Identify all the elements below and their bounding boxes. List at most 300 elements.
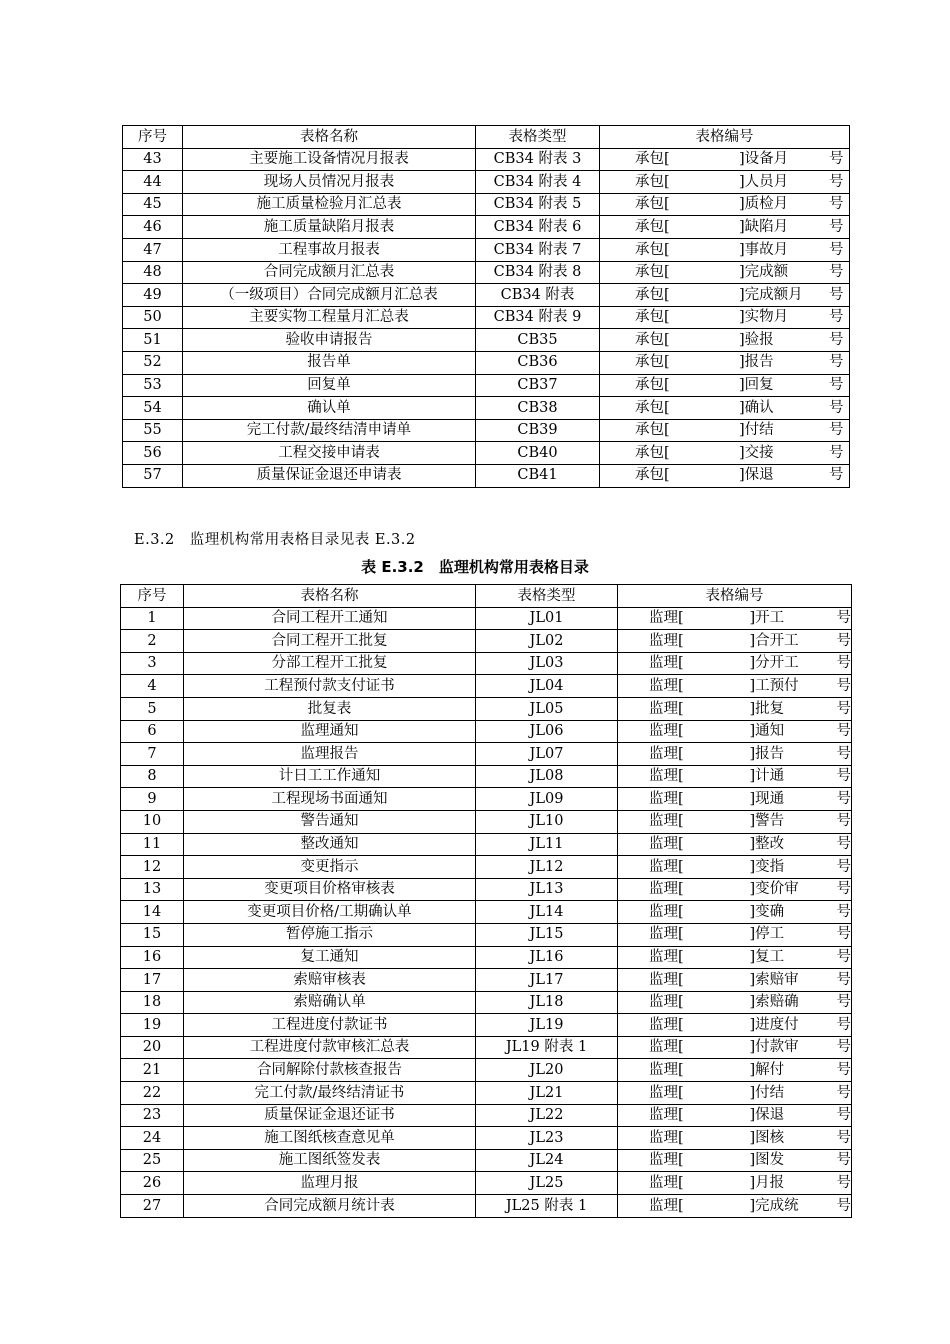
- row-form-name: 监理报告: [184, 743, 476, 766]
- code-suffix: 号: [836, 1197, 851, 1214]
- header-form-name: 表格名称: [184, 585, 476, 608]
- row-form-name: 施工质量检验月汇总表: [183, 193, 476, 216]
- table-row: [123, 442, 850, 465]
- code-prefix: 监理[: [649, 790, 684, 807]
- row-number: 46: [123, 216, 183, 239]
- form-code: [618, 856, 851, 878]
- row-form-name: 监理通知: [184, 720, 476, 743]
- form-list-table-supervisor: [120, 584, 852, 1218]
- code-prefix: 承包[: [635, 264, 670, 281]
- code-middle: ]复工: [749, 949, 785, 966]
- row-form-code: [618, 991, 852, 1014]
- code-suffix: 号: [836, 790, 851, 807]
- row-number: 5: [121, 697, 184, 720]
- table-row: [121, 1059, 852, 1082]
- row-number: 49: [123, 284, 183, 307]
- form-code: [600, 352, 849, 374]
- code-prefix: 监理[: [649, 1129, 684, 1146]
- table-row: [121, 1014, 852, 1037]
- code-middle: ]批复: [749, 700, 785, 717]
- row-form-code: [618, 675, 852, 698]
- row-form-code: [600, 306, 850, 329]
- form-code: [618, 811, 851, 833]
- row-form-type: JL19 附表 1: [476, 1036, 618, 1059]
- header-number: 序号: [121, 585, 184, 608]
- table-row: [121, 1082, 852, 1105]
- table-row: [121, 969, 852, 992]
- row-form-code: [618, 652, 852, 675]
- row-form-code: [600, 216, 850, 239]
- code-middle: ]保退: [739, 467, 774, 484]
- row-number: 20: [121, 1036, 184, 1059]
- code-middle: ]回复: [739, 377, 774, 394]
- row-form-code: [600, 171, 850, 194]
- code-suffix: 号: [836, 1039, 851, 1056]
- row-form-name: 质量保证金退还证书: [184, 1104, 476, 1127]
- code-suffix: 号: [836, 655, 851, 672]
- row-form-type: JL24: [476, 1149, 618, 1172]
- table-row: [123, 216, 850, 239]
- row-number: 12: [121, 856, 184, 879]
- row-number: 56: [123, 442, 183, 465]
- row-form-name: 确认单: [183, 397, 476, 420]
- code-prefix: 承包[: [635, 467, 670, 484]
- code-middle: ]分开工: [749, 655, 799, 672]
- form-code: [618, 834, 851, 856]
- code-middle: ]完成额: [739, 264, 789, 281]
- row-number: 26: [121, 1172, 184, 1195]
- form-code: [600, 375, 849, 397]
- code-prefix: 承包[: [635, 422, 670, 439]
- row-form-name: 工程事故月报表: [183, 238, 476, 261]
- code-suffix: 号: [829, 151, 844, 168]
- row-form-type: JL11: [476, 833, 618, 856]
- row-form-code: [600, 397, 850, 420]
- code-prefix: 承包[: [635, 196, 670, 213]
- table-row: [121, 991, 852, 1014]
- row-form-code: [618, 810, 852, 833]
- table-header-row: [121, 585, 852, 608]
- code-prefix: 承包[: [635, 309, 670, 326]
- code-suffix: 号: [836, 1107, 851, 1124]
- code-suffix: 号: [829, 444, 844, 461]
- row-form-name: 变更项目价格审核表: [184, 878, 476, 901]
- code-middle: ]缺陷月: [739, 218, 789, 235]
- row-number: 23: [121, 1104, 184, 1127]
- row-form-name: 工程进度付款审核汇总表: [184, 1036, 476, 1059]
- code-suffix: 号: [836, 1062, 851, 1079]
- code-middle: ]报告: [749, 745, 785, 762]
- code-suffix: 号: [829, 218, 844, 235]
- code-suffix: 号: [836, 700, 851, 717]
- code-middle: ]计通: [749, 768, 785, 785]
- form-code: [618, 1105, 851, 1127]
- form-code: [600, 216, 849, 238]
- form-list-table-contractor: [122, 125, 850, 488]
- table-row: [121, 675, 852, 698]
- code-suffix: 号: [836, 610, 851, 627]
- row-number: 16: [121, 946, 184, 969]
- form-code: [618, 1172, 851, 1194]
- code-middle: ]索赔确: [749, 994, 799, 1011]
- code-suffix: 号: [836, 903, 851, 920]
- table-row: [121, 743, 852, 766]
- row-form-name: 完工付款/最终结清申请单: [183, 419, 476, 442]
- row-form-name: 施工质量缺陷月报表: [183, 216, 476, 239]
- row-number: 44: [123, 171, 183, 194]
- code-prefix: 监理[: [649, 858, 684, 875]
- row-form-type: JL02: [476, 630, 618, 653]
- row-number: 3: [121, 652, 184, 675]
- code-middle: ]付结: [739, 422, 774, 439]
- row-number: 57: [123, 464, 183, 487]
- row-form-code: [618, 1082, 852, 1105]
- code-suffix: 号: [836, 1016, 851, 1033]
- code-middle: ]人员月: [739, 173, 789, 190]
- row-form-name: 回复单: [183, 374, 476, 397]
- code-prefix: 监理[: [649, 768, 684, 785]
- code-middle: ]报告: [739, 354, 774, 371]
- row-form-type: JL19: [476, 1014, 618, 1037]
- row-form-type: CB40: [476, 442, 600, 465]
- form-code: [618, 653, 851, 675]
- row-form-code: [600, 351, 850, 374]
- row-form-type: CB38: [476, 397, 600, 420]
- form-code: [618, 698, 851, 720]
- form-code: [618, 992, 851, 1014]
- code-prefix: 承包[: [635, 173, 670, 190]
- row-number: 25: [121, 1149, 184, 1172]
- table-row: [121, 788, 852, 811]
- row-form-name: 工程进度付款证书: [184, 1014, 476, 1037]
- code-prefix: 监理[: [649, 1152, 684, 1169]
- row-form-code: [618, 720, 852, 743]
- row-form-type: CB34 附表 5: [476, 193, 600, 216]
- code-prefix: 监理[: [649, 1197, 684, 1214]
- row-form-type: JL10: [476, 810, 618, 833]
- header-number: 序号: [123, 126, 183, 149]
- row-form-type: JL16: [476, 946, 618, 969]
- table-row: [123, 374, 850, 397]
- form-code: [600, 420, 849, 442]
- row-form-name: 工程交接申请表: [183, 442, 476, 465]
- code-prefix: 监理[: [649, 1016, 684, 1033]
- row-form-name: 施工图纸核查意见单: [184, 1127, 476, 1150]
- code-suffix: 号: [836, 813, 851, 830]
- code-middle: ]工预付: [749, 677, 799, 694]
- row-form-type: JL01: [476, 607, 618, 630]
- table-row: [123, 148, 850, 171]
- row-form-type: CB34 附表 4: [476, 171, 600, 194]
- form-code: [618, 630, 851, 652]
- form-code: [600, 307, 849, 329]
- row-form-name: （一级项目）合同完成额月汇总表: [183, 284, 476, 307]
- row-form-code: [618, 1195, 852, 1218]
- row-number: 22: [121, 1082, 184, 1105]
- code-suffix: 号: [829, 196, 844, 213]
- row-form-name: 合同完成额月汇总表: [183, 261, 476, 284]
- table-row: [121, 1104, 852, 1127]
- code-middle: ]通知: [749, 723, 785, 740]
- code-suffix: 号: [829, 309, 844, 326]
- form-code: [618, 675, 851, 697]
- form-code: [618, 743, 851, 765]
- row-form-type: JL17: [476, 969, 618, 992]
- row-number: 8: [121, 765, 184, 788]
- row-form-code: [618, 743, 852, 766]
- row-form-type: JL23: [476, 1127, 618, 1150]
- row-form-code: [618, 1014, 852, 1037]
- code-prefix: 监理[: [649, 655, 684, 672]
- code-middle: ]月报: [749, 1174, 785, 1191]
- row-number: 19: [121, 1014, 184, 1037]
- row-form-name: 质量保证金退还申请表: [183, 464, 476, 487]
- code-middle: ]付结: [749, 1084, 785, 1101]
- form-code: [618, 901, 851, 923]
- table-row: [121, 607, 852, 630]
- table-row: [123, 419, 850, 442]
- row-number: 45: [123, 193, 183, 216]
- code-middle: ]付款审: [749, 1039, 799, 1056]
- code-prefix: 监理[: [649, 723, 684, 740]
- row-form-code: [618, 1127, 852, 1150]
- code-suffix: 号: [829, 399, 844, 416]
- row-form-code: [600, 329, 850, 352]
- code-suffix: 号: [836, 949, 851, 966]
- code-prefix: 承包[: [635, 444, 670, 461]
- row-form-type: JL12: [476, 856, 618, 879]
- row-number: 27: [121, 1195, 184, 1218]
- section-caption: E.3.2 监理机构常用表格目录见表 E.3.2: [134, 532, 416, 548]
- code-prefix: 承包[: [635, 399, 670, 416]
- form-code: [600, 284, 849, 306]
- row-form-name: 变更项目价格/工期确认单: [184, 901, 476, 924]
- code-middle: ]事故月: [739, 241, 789, 258]
- form-code: [600, 194, 849, 216]
- code-middle: ]现通: [749, 790, 785, 807]
- code-suffix: 号: [829, 377, 844, 394]
- table-row: [123, 306, 850, 329]
- table-row: [121, 1172, 852, 1195]
- code-middle: ]质检月: [739, 196, 789, 213]
- row-number: 24: [121, 1127, 184, 1150]
- code-prefix: 监理[: [649, 1174, 684, 1191]
- row-form-name: 暂停施工指示: [184, 923, 476, 946]
- code-prefix: 监理[: [649, 813, 684, 830]
- table-row: [123, 261, 850, 284]
- form-code: [618, 947, 851, 969]
- row-number: 14: [121, 901, 184, 924]
- code-suffix: 号: [836, 836, 851, 853]
- row-form-code: [618, 833, 852, 856]
- code-prefix: 监理[: [649, 994, 684, 1011]
- row-number: 55: [123, 419, 183, 442]
- code-middle: ]完成统: [749, 1197, 799, 1214]
- row-number: 21: [121, 1059, 184, 1082]
- row-form-code: [600, 238, 850, 261]
- row-form-code: [618, 1149, 852, 1172]
- code-middle: ]警告: [749, 813, 785, 830]
- code-suffix: 号: [836, 768, 851, 785]
- table-row: [121, 856, 852, 879]
- row-form-name: 工程现场书面通知: [184, 788, 476, 811]
- row-form-type: JL21: [476, 1082, 618, 1105]
- code-prefix: 监理[: [649, 677, 684, 694]
- code-suffix: 号: [836, 1129, 851, 1146]
- code-suffix: 号: [836, 971, 851, 988]
- code-middle: ]变价审: [749, 881, 799, 898]
- table-row: [123, 171, 850, 194]
- row-form-code: [600, 419, 850, 442]
- row-form-type: JL25 附表 1: [476, 1195, 618, 1218]
- form-code: [618, 766, 851, 788]
- row-form-type: JL08: [476, 765, 618, 788]
- code-suffix: 号: [836, 994, 851, 1011]
- row-form-code: [600, 374, 850, 397]
- code-suffix: 号: [829, 331, 844, 348]
- row-form-name: 报告单: [183, 351, 476, 374]
- code-suffix: 号: [836, 858, 851, 875]
- table-row: [123, 351, 850, 374]
- table-row: [121, 923, 852, 946]
- form-code: [600, 465, 849, 487]
- table-row: [121, 1127, 852, 1150]
- table-row: [121, 1195, 852, 1218]
- row-form-code: [618, 1036, 852, 1059]
- row-form-name: 合同工程开工通知: [184, 607, 476, 630]
- row-number: 7: [121, 743, 184, 766]
- code-middle: ]索赔审: [749, 971, 799, 988]
- code-prefix: 承包[: [635, 241, 670, 258]
- row-form-name: 批复表: [184, 697, 476, 720]
- row-number: 6: [121, 720, 184, 743]
- code-middle: ]交接: [739, 444, 774, 461]
- row-form-type: CB34 附表 9: [476, 306, 600, 329]
- row-form-name: 合同完成额月统计表: [184, 1195, 476, 1218]
- form-code: [618, 788, 851, 810]
- form-code: [618, 879, 851, 901]
- row-form-code: [600, 193, 850, 216]
- code-middle: ]变确: [749, 903, 785, 920]
- row-form-name: 施工图纸签发表: [184, 1149, 476, 1172]
- row-form-name: 主要实物工程量月汇总表: [183, 306, 476, 329]
- row-form-type: JL07: [476, 743, 618, 766]
- code-prefix: 监理[: [649, 903, 684, 920]
- code-prefix: 监理[: [649, 971, 684, 988]
- row-form-code: [600, 442, 850, 465]
- row-form-name: 验收申请报告: [183, 329, 476, 352]
- table-row: [123, 397, 850, 420]
- form-code: [618, 1037, 851, 1059]
- row-form-code: [618, 923, 852, 946]
- code-suffix: 号: [829, 286, 844, 303]
- code-prefix: 监理[: [649, 1039, 684, 1056]
- table-title: 表 E.3.2 监理机构常用表格目录: [361, 558, 589, 576]
- row-form-code: [618, 1059, 852, 1082]
- row-form-name: 分部工程开工批复: [184, 652, 476, 675]
- form-code: [600, 442, 849, 464]
- row-number: 1: [121, 607, 184, 630]
- row-form-name: 索赔审核表: [184, 969, 476, 992]
- row-form-type: CB35: [476, 329, 600, 352]
- form-code: [600, 329, 849, 351]
- row-number: 50: [123, 306, 183, 329]
- code-middle: ]设备月: [739, 151, 789, 168]
- row-form-code: [618, 697, 852, 720]
- table-row: [121, 1036, 852, 1059]
- code-middle: ]实物月: [739, 309, 789, 326]
- row-form-code: [618, 1104, 852, 1127]
- table-row: [121, 833, 852, 856]
- form-code: [600, 171, 849, 193]
- table-row: [121, 765, 852, 788]
- row-form-name: 索赔确认单: [184, 991, 476, 1014]
- table-row: [121, 810, 852, 833]
- code-middle: ]保退: [749, 1107, 785, 1124]
- form-code: [600, 262, 849, 284]
- form-code: [618, 1082, 851, 1104]
- row-form-type: JL25: [476, 1172, 618, 1195]
- code-middle: ]进度付: [749, 1016, 799, 1033]
- code-suffix: 号: [836, 745, 851, 762]
- code-prefix: 承包[: [635, 354, 670, 371]
- table-header-row: [123, 126, 850, 149]
- row-number: 53: [123, 374, 183, 397]
- code-suffix: 号: [829, 241, 844, 258]
- row-number: 2: [121, 630, 184, 653]
- row-form-type: CB34 附表 3: [476, 148, 600, 171]
- form-code: [600, 397, 849, 419]
- row-number: 4: [121, 675, 184, 698]
- row-form-code: [600, 261, 850, 284]
- row-form-type: CB39: [476, 419, 600, 442]
- row-form-type: CB34 附表 8: [476, 261, 600, 284]
- table-row: [121, 652, 852, 675]
- code-prefix: 承包[: [635, 331, 670, 348]
- table-row: [123, 193, 850, 216]
- row-form-code: [618, 946, 852, 969]
- row-form-type: CB41: [476, 464, 600, 487]
- header-form-type: 表格类型: [476, 585, 618, 608]
- row-form-code: [618, 765, 852, 788]
- code-middle: ]解付: [749, 1062, 785, 1079]
- row-form-code: [618, 788, 852, 811]
- code-suffix: 号: [836, 723, 851, 740]
- form-code: [618, 1059, 851, 1081]
- code-prefix: 监理[: [649, 1062, 684, 1079]
- row-form-type: JL09: [476, 788, 618, 811]
- table-row: [123, 464, 850, 487]
- row-form-type: JL15: [476, 923, 618, 946]
- code-middle: ]开工: [749, 610, 785, 627]
- row-form-code: [618, 878, 852, 901]
- row-form-name: 主要施工设备情况月报表: [183, 148, 476, 171]
- code-suffix: 号: [829, 354, 844, 371]
- row-form-type: JL06: [476, 720, 618, 743]
- table-row: [121, 946, 852, 969]
- row-form-name: 现场人员情况月报表: [183, 171, 476, 194]
- form-code: [618, 721, 851, 743]
- code-suffix: 号: [836, 926, 851, 943]
- code-suffix: 号: [829, 173, 844, 190]
- row-form-code: [600, 284, 850, 307]
- row-number: 18: [121, 991, 184, 1014]
- header-form-code: 表格编号: [618, 585, 852, 608]
- row-form-type: JL13: [476, 878, 618, 901]
- row-form-code: [618, 630, 852, 653]
- row-form-type: JL04: [476, 675, 618, 698]
- form-code: [618, 924, 851, 946]
